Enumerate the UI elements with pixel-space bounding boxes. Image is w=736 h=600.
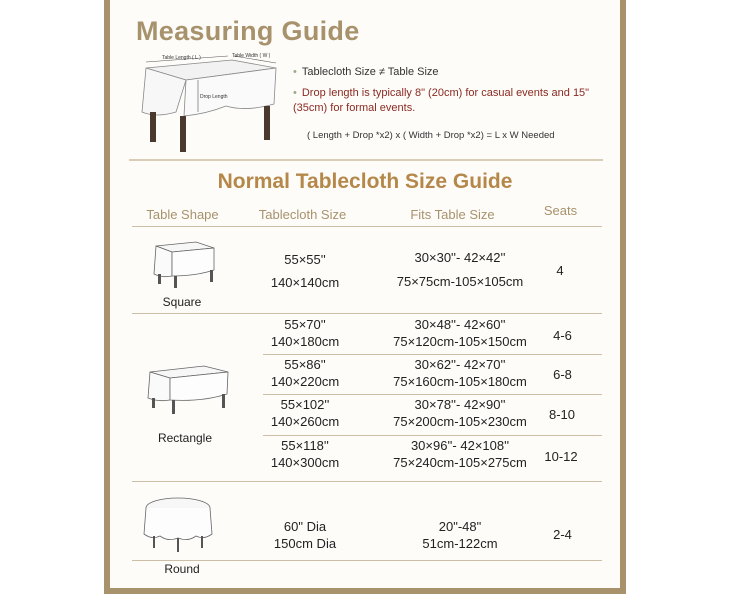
fits-cell bbox=[380, 437, 540, 471]
bullet-dot: • bbox=[293, 87, 297, 99]
size-cell bbox=[255, 316, 355, 350]
bullet-tablecloth-size bbox=[293, 66, 439, 78]
size-cell bbox=[255, 437, 355, 471]
size-inches: 55×86'' bbox=[284, 357, 326, 372]
seats-cell: 10-12 bbox=[544, 449, 578, 464]
seats-cell: 8-10 bbox=[548, 407, 576, 422]
fits-cm: 75×160cm-105×180cm bbox=[393, 374, 527, 389]
row-rule bbox=[263, 394, 602, 395]
table-measure-diagram bbox=[136, 50, 286, 160]
rectangle-label: Rectangle bbox=[157, 431, 213, 445]
length-label: Table Length ( L ) bbox=[162, 55, 201, 61]
row-rule bbox=[132, 560, 602, 561]
fits-inches: 30×30''- 42×42'' bbox=[414, 250, 506, 265]
drop-label: Drop Length bbox=[200, 94, 228, 100]
bullet-text: Drop length is typically 8" (20cm) for casual events and 15"(35cm) for formal events. bbox=[293, 87, 590, 114]
fits-inches: 30×48''- 42×60'' bbox=[414, 317, 506, 332]
round-label: Round bbox=[164, 562, 200, 576]
row-rule bbox=[263, 354, 602, 355]
size-inches: 55×70'' bbox=[284, 317, 326, 332]
fits-cell bbox=[380, 356, 540, 390]
seats-cell: 4 bbox=[556, 263, 564, 278]
fits-cm: 75×200cm-105×230cm bbox=[393, 414, 527, 429]
header-fits-table-size: Fits Table Size bbox=[410, 207, 495, 222]
seats-cell: 6-8 bbox=[553, 367, 572, 382]
size-inches: 55×55'' bbox=[284, 252, 326, 267]
fits-cell bbox=[380, 396, 540, 430]
fits-inches: 30×78''- 42×90'' bbox=[414, 397, 506, 412]
header-tablecloth-size: Tablecloth Size bbox=[258, 207, 347, 222]
seats-cell: 4-6 bbox=[553, 328, 572, 343]
fits-cm: 75×120cm-105×150cm bbox=[393, 334, 527, 349]
rectangle-table-icon bbox=[142, 362, 232, 418]
size-inches: 60" Dia bbox=[283, 519, 327, 534]
bullet-dot: • bbox=[293, 66, 297, 78]
round-table-icon bbox=[140, 492, 216, 562]
size-inches: 55×118'' bbox=[281, 438, 329, 453]
size-formula: ( Length + Drop *x2) x ( Width + Drop *x2) = L x W Needed bbox=[307, 130, 555, 141]
seats-cell: 2-4 bbox=[553, 527, 572, 542]
fits-cm: 75×240cm-105×275cm bbox=[393, 455, 527, 470]
size-guide-title: Normal Tablecloth Size Guide bbox=[217, 170, 513, 193]
fits-cell bbox=[380, 246, 540, 294]
row-rule bbox=[263, 435, 602, 436]
width-label: Table Width ( W ) bbox=[232, 53, 271, 59]
section-divider bbox=[129, 159, 603, 161]
header-rule bbox=[132, 226, 602, 227]
bullet-text: Tablecloth Size ≠ Table Size bbox=[301, 66, 439, 78]
size-cell bbox=[255, 396, 355, 430]
size-cell bbox=[255, 248, 355, 294]
size-cm: 140×220cm bbox=[270, 374, 340, 389]
size-cm: 140×180cm bbox=[270, 334, 340, 349]
size-cm: 140×300cm bbox=[270, 455, 340, 470]
size-cell bbox=[255, 356, 355, 390]
fits-cm: 75×75cm-105×105cm bbox=[396, 274, 524, 289]
fits-inches: 30×96''- 42×108'' bbox=[410, 438, 510, 453]
row-rule bbox=[132, 313, 602, 314]
size-cm: 140×260cm bbox=[270, 414, 340, 429]
header-table-shape: Table Shape bbox=[146, 207, 219, 222]
fits-cell bbox=[380, 518, 540, 552]
size-cell bbox=[255, 518, 355, 552]
square-label: Square bbox=[162, 295, 202, 309]
fits-inches: 20"-48" bbox=[438, 519, 482, 534]
row-rule bbox=[132, 481, 602, 482]
measuring-guide-title: Measuring Guide bbox=[136, 16, 360, 46]
header-seats: Seats bbox=[543, 203, 578, 218]
size-cm: 150cm Dia bbox=[273, 536, 337, 551]
fits-inches: 30×62''- 42×70'' bbox=[414, 357, 506, 372]
fits-cell bbox=[380, 316, 540, 350]
fits-cm: 51cm-122cm bbox=[422, 536, 498, 551]
square-table-icon bbox=[146, 238, 222, 290]
size-cm: 140×140cm bbox=[270, 275, 340, 290]
size-inches: 55×102'' bbox=[280, 397, 330, 412]
bullet-drop-length bbox=[293, 86, 603, 116]
